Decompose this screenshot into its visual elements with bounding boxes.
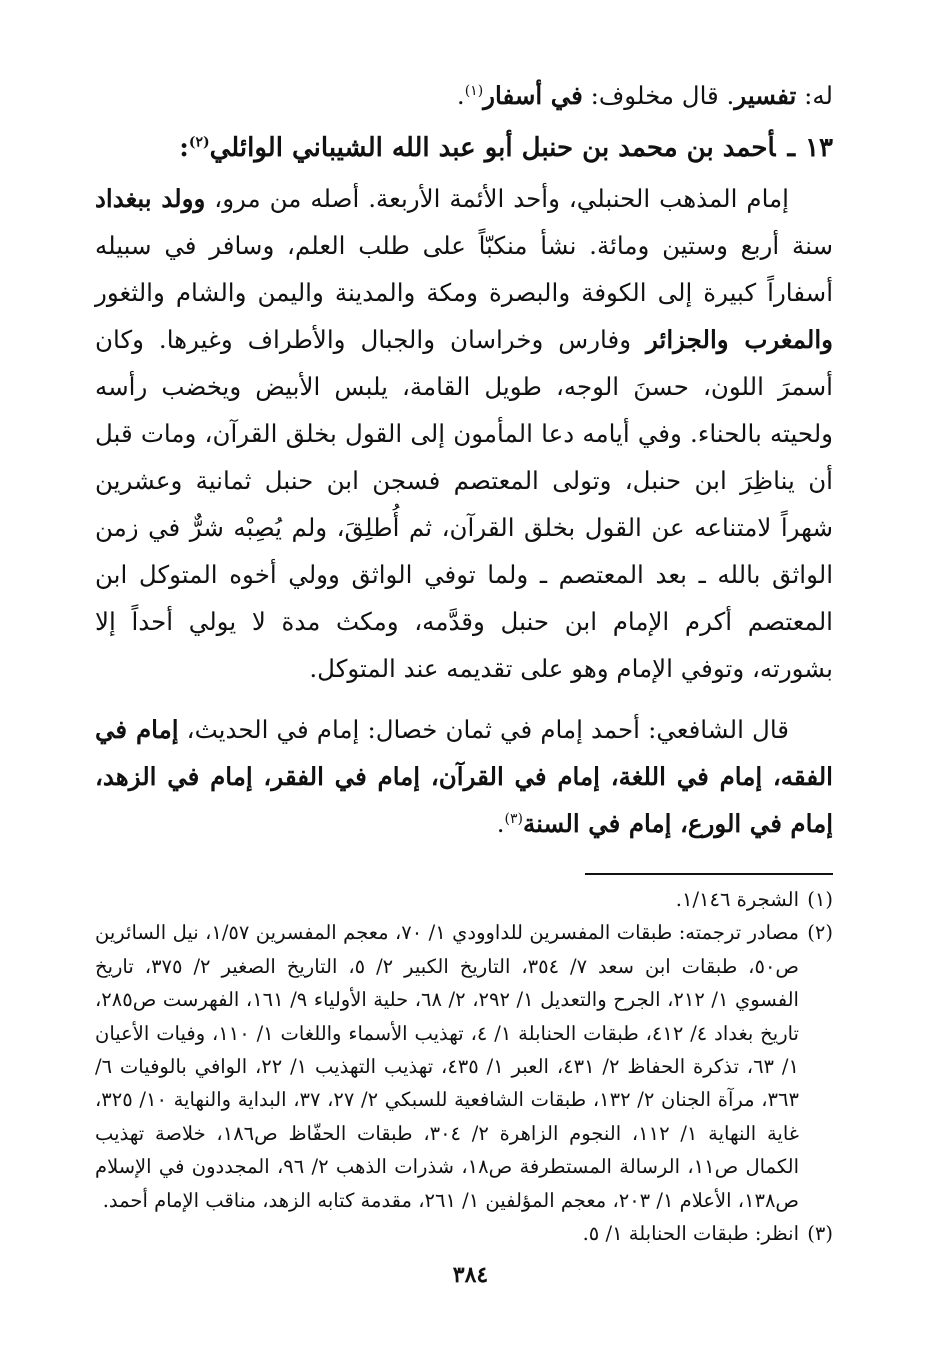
page-body (95, 72, 833, 1312)
intro-prefix: له: (796, 81, 833, 110)
footnote-3-text: انظر: طبقات الحنابلة ١/ ٥. (582, 1222, 799, 1246)
entry-number: ١٣ (805, 133, 833, 163)
entry-heading (95, 121, 833, 175)
intro-mid: . قال مخلوف: (582, 81, 735, 110)
quote-end: . (496, 809, 505, 838)
entry-colon: : (179, 133, 189, 163)
footnote-2 (95, 916, 833, 1217)
quote-text-1: قال الشافعي: أحمد إمام في ثمان خصال: إمام في الحديث، (178, 715, 789, 744)
page-number: ٣٨٤ (452, 1262, 489, 1288)
footnote-1 (95, 883, 833, 916)
footnote-ref-3[interactable]: (٣) (504, 810, 524, 827)
footnote-3 (95, 1217, 833, 1250)
bio-text-1: إمام المذهب الحنبلي، وأحد الأئمة الأربعة. أصله من مرو، (205, 184, 789, 213)
bio-text-2: سنة أربع وستين ومائة. نشأ منكبّاً على طلب العلم، وسافر في سبيله أسفاراً كبيرة إلى الكوفة والبصرة ومكة والمدينة واليمن والشام والثغور (95, 231, 833, 307)
intro-bold-phrase: في أسفار (483, 81, 583, 110)
footnote-divider (585, 873, 833, 875)
footnote-1-number: (١) (807, 888, 833, 911)
intro-line (95, 72, 833, 119)
footnote-1-text: الشجرة ١/١٤٦. (675, 888, 799, 911)
biography-paragraph (95, 175, 833, 692)
footnote-ref-1[interactable]: (١) (464, 82, 484, 99)
entry-name: أحمد بن محمد بن حنبل أبو عبد الله الشيباني الوائلي (209, 133, 776, 163)
quote-bold: إمام في الفقه، إمام في اللغة، إمام في القرآن، إمام في الفقر، إمام في الزهد، إمام في الورع، إمام في السنة (95, 715, 833, 838)
intro-bold-word: تفسير (734, 81, 797, 110)
bio-text-3: وفارس وخراسان والجبال والأطراف وغيرها. وكان أسمرَ اللون، حسنَ الوجه، طويل القامة، يلبس الأبيض ويخضب رأسه ولحيته بالحناء. وفي أيامه دعا المأمون إلى القول بخلق القرآن، ومات قبل أن يناظِرَ ابن حنبل، وتولى المعتصم فسجن ابن حنبل ثمانية وعشرين شهراً لامتناعه عن القول بخلق القرآن، ثم أُطلِقَ، ولم يُصِبْه شرٌّ في زمن الواثق بالله ـ بعد المعتصم ـ ولما توفي الواثق وولي أخوه المتوكل ابن المعتصم أكرم الإمام ابن حنبل وقدَّمه، ومكث مدة لا يولي أحداً إلا بشورته، وتوفي الإمام وهو على تقديمه عند المتوكل. (95, 325, 833, 683)
bio-bold-2: والمغرب والجزائر (646, 325, 833, 354)
footnote-2-text: مصادر ترجمته: طبقات المفسرين للداوودي ١/ ٧٠، معجم المفسرين ١/٥٧، نيل السائرين ص٥٠، طبقات ابن سعد ٧/ ٣٥٤، التاريخ الكبير ٢/ ٥، التاريخ الصغير ٢/ ٣٧٥، تاريخ الفسوي ١/ ٢١٢، الجرح والتعديل ١/ ٢٩٢، ٢/ ٦٨، حلية الأولياء ٩/ ١٦١، الفهرست ص٢٨٥، تاريخ بغداد ٤/ ٤١٢، طبقات الحنابلة ١/ ٤، تهذيب الأسماء واللغات ١/ ١١٠، وفيات الأعيان ١/ ٦٣، تذكرة الحفاظ ٢/ ٤٣١، العبر ١/ ٤٣٥، تهذيب التهذيب ١/ ٢٢، الوافي بالوفيات ٦/ ٣٦٣، مرآة الجنان ٢/ ١٣٢، طبقات الشافعية للسبكي ٢/ ٢٧، ٣٧، البداية والنهاية ١٠/ ٣٢٥، غاية النهاية ١/ ١١٢، النجوم الزاهرة ٢/ ٣٠٤، طبقات الحفّاظ ص١٨٦، خلاصة تهذيب الكمال ص١١، الرسالة المستطرفة ص١٨، شذرات الذهب ٢/ ٩٦، المجددون في الإسلام ص١٣٨، الأعلام ١/ ٢٠٣، معجم المؤلفين ١/ ٢٦١، مقدمة كتابه الزهد، مناقب الإمام أحمد. (95, 921, 799, 1212)
intro-end: . (456, 81, 465, 110)
footnote-2-number: (٢) (807, 921, 833, 945)
bio-bold-1: وولد ببغداد (95, 184, 206, 213)
shafii-quote-paragraph (95, 706, 833, 847)
entry-dash: ـ (787, 133, 796, 163)
footnote-ref-2[interactable]: (٢) (188, 134, 210, 151)
footnote-3-number: (٣) (807, 1222, 833, 1246)
